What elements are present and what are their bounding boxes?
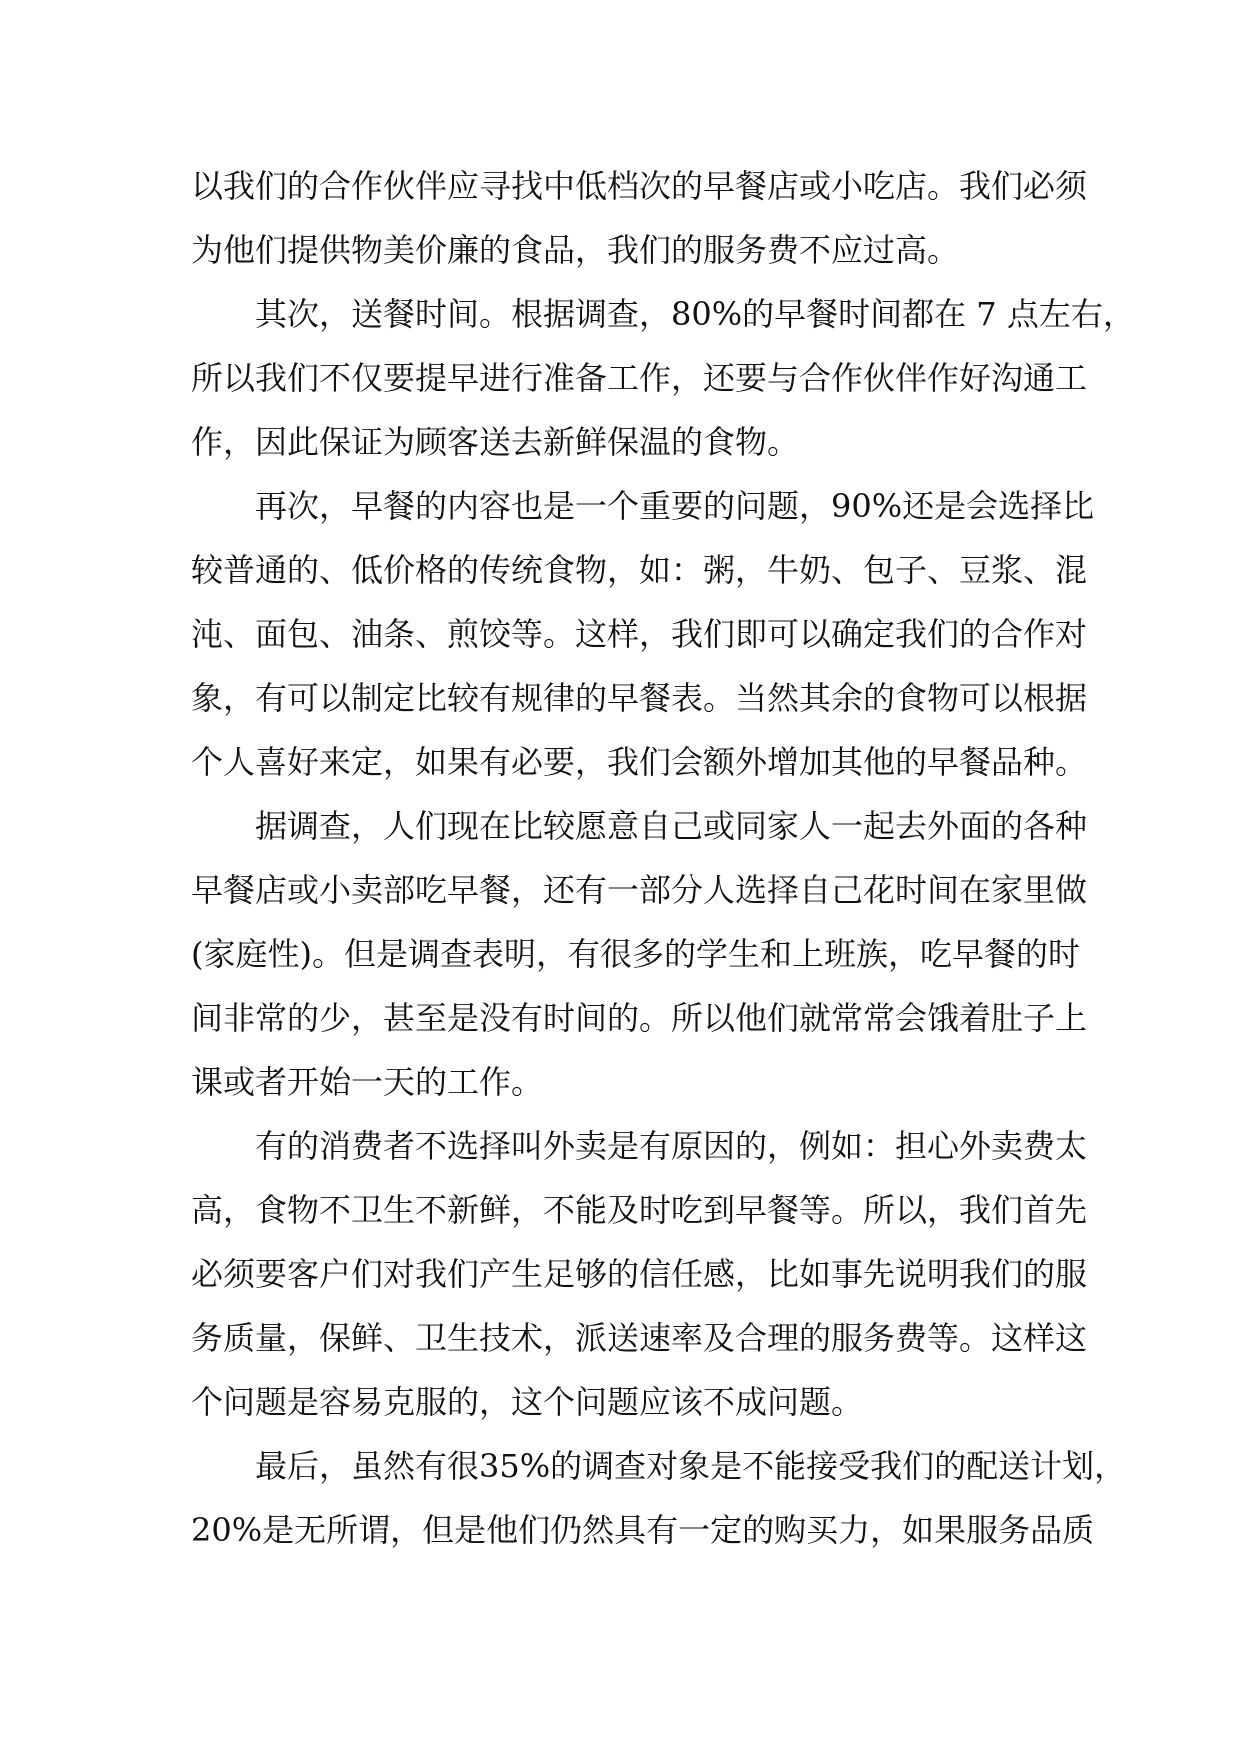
text-line: 间非常的少，甚至是没有时间的。所以他们就常常会饿着肚子上 — [191, 999, 1088, 1037]
text-line: 必须要客户们对我们产生足够的信任感，比如事先说明我们的服 — [191, 1255, 1088, 1293]
text-line: 早餐店或小卖部吃早餐，还有一部分人选择自己花时间在家里做 — [191, 871, 1088, 909]
paragraph-6 — [191, 1434, 1127, 1562]
text-line: 20%是无所谓，但是他们仍然具有一定的购买力，如果服务品质 — [191, 1511, 1095, 1549]
text-line: 为他们提供物美价廉的食品，我们的服务费不应过高。 — [191, 231, 960, 269]
text-line: 象，有可以制定比较有规律的早餐表。当然其余的食物可以根据 — [191, 679, 1088, 717]
paragraph-3 — [191, 474, 1095, 794]
text-line: 个问题是容易克服的，这个问题应该不成问题。 — [191, 1383, 864, 1421]
text-line: 课或者开始一天的工作。 — [191, 1063, 544, 1101]
text-line: 其次，送餐时间。根据调查，80%的早餐时间都在 7 点左右， — [255, 295, 1135, 333]
paragraph-2 — [191, 282, 1135, 474]
text-line: 再次，早餐的内容也是一个重要的问题，90%还是会选择比 — [255, 487, 1095, 525]
text-line: 据调查，人们现在比较愿意自己或同家人一起去外面的各种 — [255, 807, 1088, 845]
text-line: 较普通的、低价格的传统食物，如：粥，牛奶、包子、豆浆、混 — [191, 551, 1088, 589]
paragraph-5 — [191, 1114, 1088, 1434]
text-line: 最后，虽然有很35%的调查对象是不能接受我们的配送计划， — [255, 1447, 1127, 1485]
text-line: 作，因此保证为顾客送去新鲜保温的食物。 — [191, 423, 800, 461]
text-line: (家庭性)。但是调查表明，有很多的学生和上班族，吃早餐的时 — [191, 935, 1080, 973]
text-line: 个人喜好来定，如果有必要，我们会额外增加其他的早餐品种。 — [191, 743, 1088, 781]
paragraph-1 — [191, 154, 1088, 282]
text-line: 务质量，保鲜、卫生技术，派送速率及合理的服务费等。这样这 — [191, 1319, 1088, 1357]
text-line: 高，食物不卫生不新鲜，不能及时吃到早餐等。所以，我们首先 — [191, 1191, 1088, 1229]
text-line: 有的消费者不选择叫外卖是有原因的，例如：担心外卖费太 — [255, 1127, 1088, 1165]
text-line: 沌、面包、油条、煎饺等。这样，我们即可以确定我们的合作对 — [191, 615, 1088, 653]
text-line: 以我们的合作伙伴应寻找中低档次的早餐店或小吃店。我们必须 — [191, 167, 1088, 205]
paragraph-4 — [191, 794, 1088, 1114]
document-body — [191, 154, 1135, 1562]
text-line: 所以我们不仅要提早进行准备工作，还要与合作伙伴作好沟通工 — [191, 359, 1088, 397]
